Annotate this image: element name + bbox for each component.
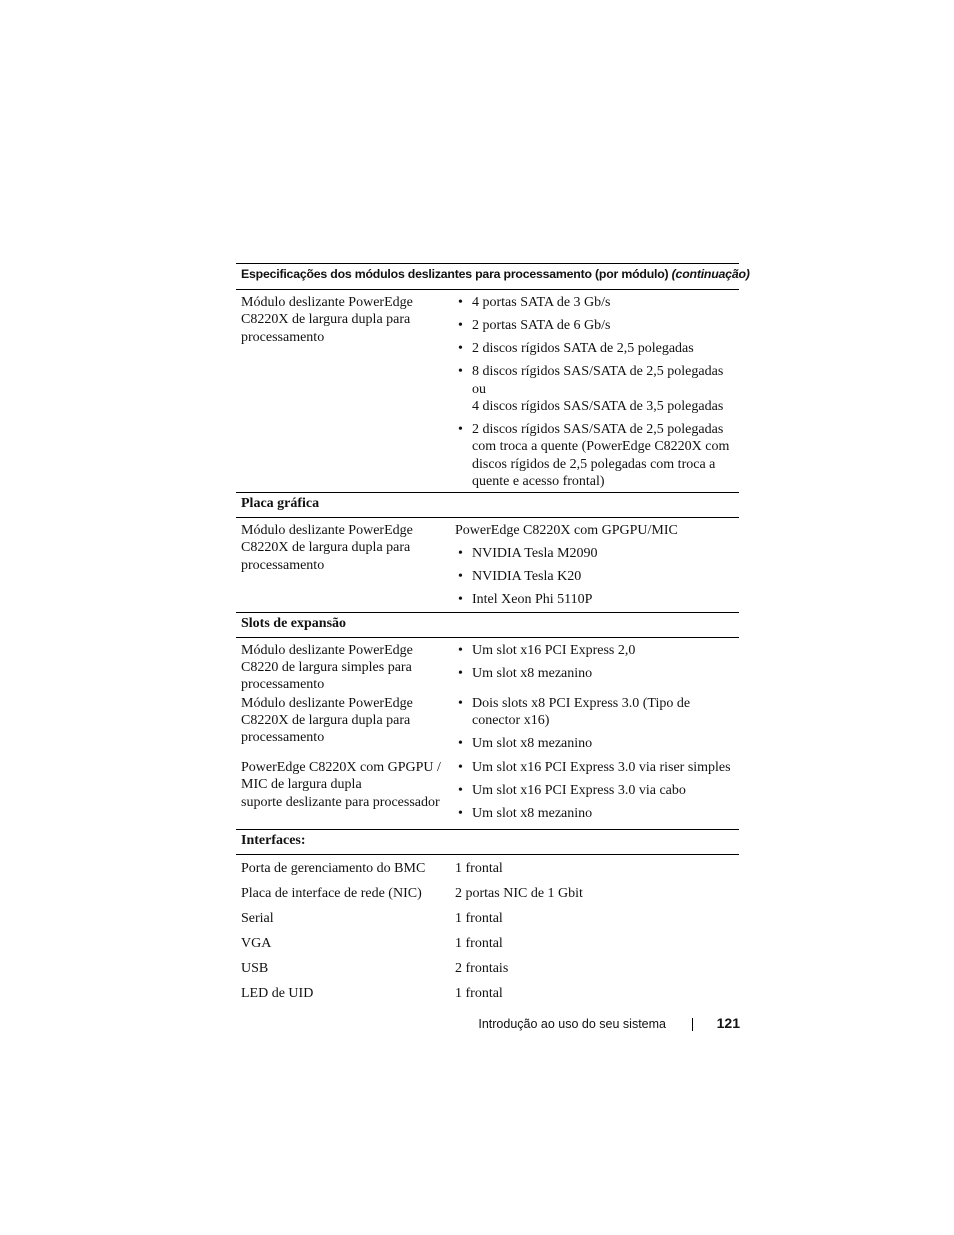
interface-label: LED de UID — [241, 985, 314, 1001]
label-line: Módulo deslizante PowerEdge — [241, 523, 413, 539]
list-item — [455, 591, 739, 608]
section-heading-text: Slots de expansão — [241, 615, 347, 631]
label-line: PowerEdge C8220X com GPGPU / — [241, 760, 441, 776]
bullet-line: • NVIDIA Tesla M2090 — [472, 546, 598, 562]
expansion-row-values — [455, 759, 739, 828]
expansion-bullet-list — [455, 695, 739, 753]
interface-label: VGA — [241, 935, 272, 951]
interface-label: USB — [241, 960, 269, 976]
label-line: processamento — [241, 730, 325, 746]
section-heading-graphics — [236, 492, 739, 518]
table-row — [236, 960, 739, 985]
bullet-line: 4 discos rígidos SAS/SATA de 3,5 polegadas — [472, 398, 724, 414]
expansion-row-values — [455, 695, 739, 758]
graphics-row — [236, 518, 739, 612]
list-item — [455, 317, 739, 334]
storage-row-values — [455, 294, 739, 492]
bullet-line: • Um slot x8 mezanino — [472, 806, 593, 822]
graphics-intro: PowerEdge C8220X com GPGPU/MIC — [455, 523, 678, 539]
list-item — [455, 340, 739, 357]
bullet-line: discos rígidos de 2,5 polegadas com troca a — [472, 456, 716, 472]
interface-value: 1 frontal — [455, 935, 503, 951]
list-item — [455, 568, 739, 585]
label-line: Módulo deslizante PowerEdge — [241, 642, 413, 658]
label-line: Módulo deslizante PowerEdge — [241, 695, 413, 711]
table-title-suffix: (continuação) — [671, 267, 750, 281]
expansion-row — [236, 638, 739, 694]
bullet-line: • Intel Xeon Phi 5110P — [472, 592, 593, 608]
label-line: C8220X de largura dupla para — [241, 312, 411, 328]
spec-table — [236, 263, 750, 1010]
expansion-bullet-list — [455, 642, 739, 682]
interface-value: 2 frontais — [455, 960, 509, 976]
bullet-line: • Um slot x16 PCI Express 3.0 via riser simples — [472, 760, 731, 776]
graphics-row-values — [455, 522, 739, 612]
section-heading-interfaces — [236, 829, 739, 855]
section-heading-expansion — [236, 612, 739, 638]
list-item — [455, 363, 739, 415]
table-row — [236, 885, 739, 910]
bullet-line: • 8 discos rígidos SAS/SATA de 2,5 polegadas ou — [472, 364, 724, 397]
page-number: 121 — [716, 1015, 740, 1031]
list-item — [455, 759, 739, 776]
bullet-line: • 4 portas SATA de 3 Gb/s — [472, 295, 611, 310]
expansion-row — [236, 694, 739, 758]
table-row — [236, 985, 739, 1010]
table-row — [236, 860, 739, 885]
bullet-line: • Um slot x16 PCI Express 2,0 — [472, 642, 636, 658]
label-line: C8220 de largura simples para — [241, 660, 412, 676]
interface-label: Porta de gerenciamento do BMC — [241, 860, 426, 876]
label-line: C8220X de largura dupla para — [241, 540, 411, 556]
bullet-line: • Um slot x8 mezanino — [472, 736, 593, 752]
interface-value: 1 frontal — [455, 910, 503, 926]
interface-value: 1 frontal — [455, 860, 503, 876]
storage-bullet-list — [455, 294, 739, 490]
section-heading-text: Placa gráfica — [241, 496, 320, 512]
list-item — [455, 545, 739, 562]
footer-section-title: Introdução ao uso do seu sistema — [478, 1017, 666, 1031]
label-line: MIC de largura dupla — [241, 777, 362, 793]
bullet-line: • Um slot x16 PCI Express 3.0 via cabo — [472, 783, 686, 799]
storage-row-label — [236, 294, 455, 492]
list-item — [455, 782, 739, 799]
section-heading-text: Interfaces: — [241, 832, 306, 848]
bullet-line: • 2 discos rígidos SAS/SATA de 2,5 polegadas — [472, 421, 724, 437]
expansion-bullet-list — [455, 759, 739, 822]
list-item — [455, 421, 739, 490]
label-line: Módulo deslizante PowerEdge — [241, 295, 413, 310]
interfaces-list — [236, 855, 739, 1010]
interface-label: Serial — [241, 910, 274, 926]
expansion-row-label — [236, 759, 455, 828]
table-row — [236, 935, 739, 960]
bullet-line: quente e acesso frontal) — [472, 473, 605, 489]
table-row — [236, 910, 739, 935]
interface-value: 1 frontal — [455, 985, 503, 1001]
bullet-line: • NVIDIA Tesla K20 — [472, 569, 582, 585]
list-item — [455, 735, 739, 752]
list-item — [455, 665, 739, 682]
list-item — [455, 642, 739, 659]
interface-value: 2 portas NIC de 1 Gbit — [455, 885, 583, 901]
interface-label: Placa de interface de rede (NIC) — [241, 885, 422, 901]
bullet-line: • Dois slots x8 PCI Express 3.0 (Tipo de — [472, 695, 691, 711]
label-line: processamento — [241, 329, 325, 345]
table-title — [236, 263, 750, 290]
list-item — [455, 805, 739, 822]
expansion-row-label — [236, 642, 455, 694]
list-item — [455, 695, 739, 730]
expansion-row-values — [455, 642, 739, 694]
list-item — [455, 294, 739, 311]
expansion-row-label — [236, 695, 455, 758]
graphics-row-label — [236, 522, 455, 612]
label-line: suporte deslizante para processador — [241, 794, 440, 810]
label-line: processamento — [241, 557, 325, 573]
bullet-line: com troca a quente (PowerEdge C8220X com — [472, 439, 730, 455]
label-line: processamento — [241, 677, 325, 693]
expansion-row — [236, 758, 739, 828]
label-line: C8220X de largura dupla para — [241, 712, 411, 728]
footer-divider — [692, 1018, 693, 1031]
storage-row — [236, 290, 739, 492]
table-title-text: Especificações dos módulos deslizantes para processamento (por módulo) — [241, 267, 669, 281]
graphics-bullet-list — [455, 545, 739, 608]
page-footer — [0, 1015, 954, 1035]
bullet-line: • 2 portas SATA de 6 Gb/s — [472, 318, 611, 334]
bullet-line: • Um slot x8 mezanino — [472, 665, 593, 681]
bullet-line: • 2 discos rígidos SATA de 2,5 polegadas — [472, 341, 694, 357]
bullet-line: conector x16) — [472, 712, 550, 728]
